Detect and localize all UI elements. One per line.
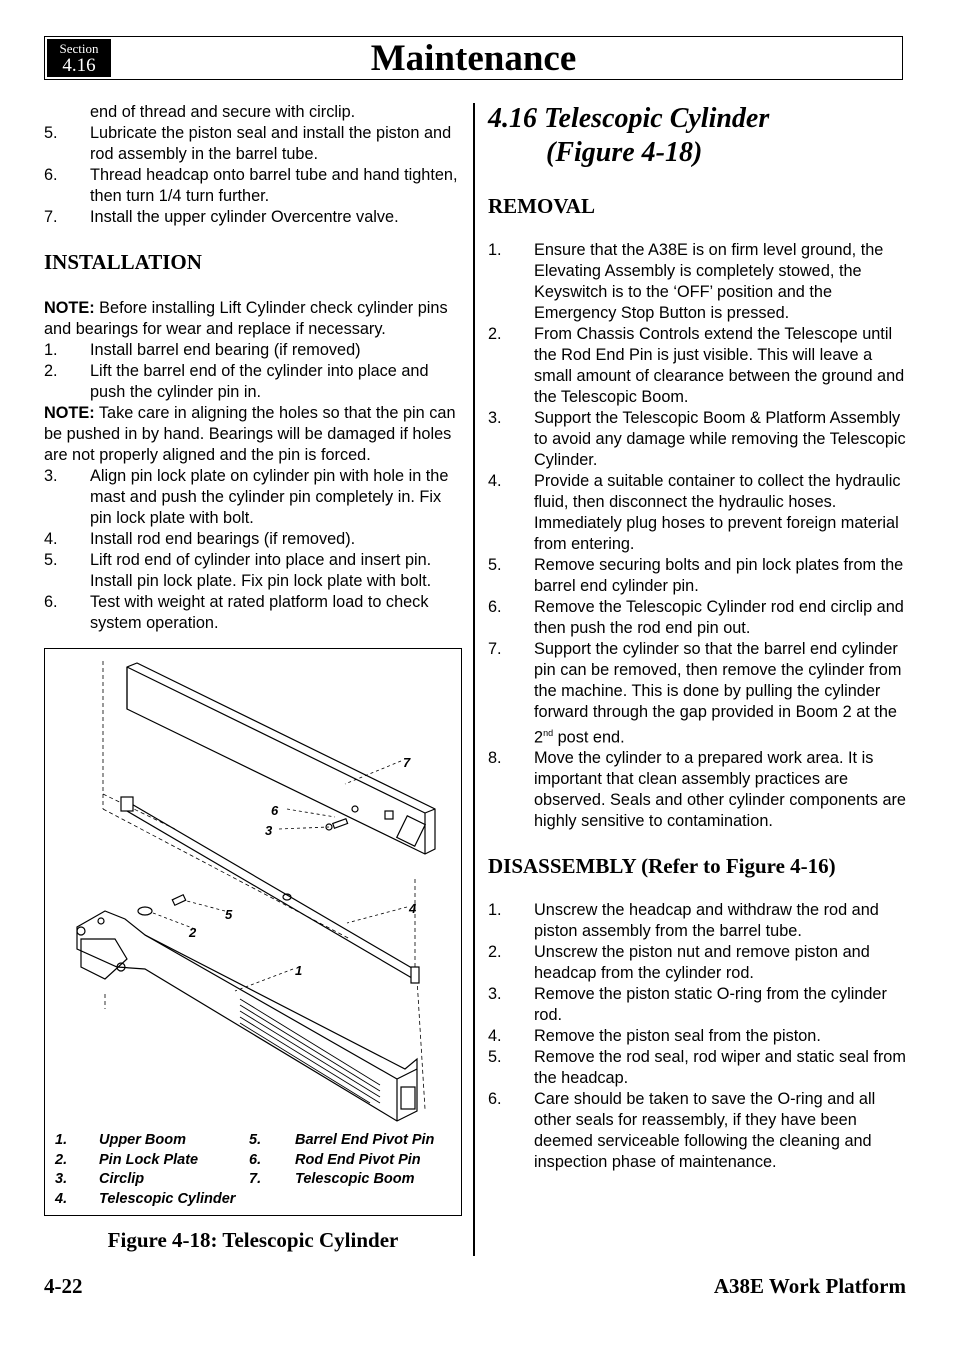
list-item: 1. Install barrel end bearing (if removed) [44,341,361,359]
list-item: 1. Unscrew the headcap and withdraw the rod and piston assembly from the barrel tube. [488,901,879,941]
page-title: Maintenance [370,38,577,79]
figure-box [44,648,462,1216]
callout-7: 7 [403,755,411,770]
assembly-continued-list [44,102,459,228]
right-column [488,102,908,1173]
list-item: 1. Ensure that the A38E is on firm level ground, the Elevating Assembly is completely stowed, the Keyswitch is to the ‘OFF’ position and the Emergency Stop Button is pressed. [488,241,884,322]
section-number: 4.16 [62,55,96,76]
list-item: 4. Install rod end bearings (if removed). [44,530,356,548]
list-item: 7. Install the upper cylinder Overcentre valve. [44,208,399,226]
disassembly-heading: DISASSEMBLY (Refer to Figure 4-16) [488,854,836,879]
list-item: 6. Test with weight at rated platform load to check system operation. [44,593,429,632]
callout-2: 2 [189,925,197,940]
callout-4: 4 [409,901,417,916]
list-item: 4. Remove the piston seal from the piston. [488,1027,821,1046]
telescopic-boom-drawing [127,663,435,854]
list-item: 5. Remove securing bolts and pin lock plates from the barrel end cylinder pin. [488,556,904,595]
list-item: 8. Move the cylinder to a prepared work area. It is important that clean assembly practices are observed. Seals and other cylinder components are highly sensitive to contamination. [488,749,906,831]
list-item: 3. Support the Telescopic Boom & Platform Assembly to avoid any damage while removing the Telescopic Cylinder. [488,409,906,469]
installation-list-b [44,466,459,634]
upper-boom-drawing [77,911,417,1121]
removal-heading: REMOVAL [488,194,595,218]
disassembly-list [488,900,908,1173]
page-header [44,36,903,80]
installation-note-2: NOTE: Take care in aligning the holes so that the pin can be pushed in by hand. Bearings will be damaged if holes are not properly aligned and the pin is forced. [44,404,456,464]
callout-5: 5 [225,907,233,922]
column-divider [473,103,475,1256]
section-label: Section [59,41,99,56]
callout-1: 1 [295,963,303,978]
installation-list-a [44,340,459,403]
installation-note-1: NOTE: Before installing Lift Cylinder check cylinder pins and bearings for wear and replace if necessary. [44,299,448,338]
list-item: 6. Care should be taken to save the O-ring and all other seals for reassembly, if they have been deemed serviceable following the cleaning and inspection phase of maintenance. [488,1090,876,1172]
list-item: 3. Remove the piston static O-ring from the cylinder rod. [488,985,887,1025]
installation-heading: INSTALLATION [44,250,202,274]
section-title-figure-ref: (Figure 4-18) [546,137,703,168]
list-item: end of thread and secure with circlip. [90,103,356,121]
left-column [44,102,459,634]
list-item: 2. From Chassis Controls extend the Telescope until the Rod End Pin is just visible. This will leave a small amount of clearance between the ground and the Telescopic Boom. [488,325,905,406]
figure-caption: Figure 4-18: Telescopic Cylinder [107,1228,399,1252]
list-item: 4. Provide a suitable container to collect the hydraulic fluid, then disconnect the hydraulic hoses. Immediately plug hoses to prevent foreign material from entering. [488,472,901,553]
product-name: A38E Work Platform [713,1274,906,1298]
list-item: 5. Lubricate the piston seal and install the piston and rod assembly in the barrel tube. [44,124,452,163]
callout-6: 6 [271,803,279,818]
figure-legend: 1. Upper Boom 5. Barrel End Pivot Pin 2. Pin Lock Plate 6. Rod End Pivot Pin 3. Circlip 7. Telescopic Boom 4. Telescopic Cylinder [55,1132,435,1207]
list-item: 6. Thread headcap onto barrel tube and hand tighten, then turn 1/4 turn further. [44,166,458,205]
list-item: 5. Remove the rod seal, rod wiper and static seal from the headcap. [488,1048,906,1088]
callout-3: 3 [265,823,273,838]
telescopic-cylinder-diagram [45,649,460,1129]
list-item: 3. Align pin lock plate on cylinder pin with hole in the mast and push the cylinder pin completely in. Fix pin lock plate with bolt. [44,467,449,527]
page-number: 4-22 [44,1274,83,1298]
list-item: 2. Lift the barrel end of the cylinder into place and push the cylinder pin in. [44,362,429,401]
list-item: 5. Lift rod end of cylinder into place and insert pin. Install pin lock plate. Fix pin lock plate with bolt. [44,551,432,590]
list-item: 2. Unscrew the piston nut and remove piston and headcap from the cylinder rod. [488,943,870,983]
barrel-end-pivot-pin-drawing [138,895,186,915]
list-item: 7. Support the cylinder so that the barrel end cylinder pin can be removed, then remove the cylinder from the machine. This is done by pulling the cylinder forward through the gap provided in Boom 2 at the 2nd post end. [488,640,902,747]
removal-list [488,240,908,832]
section-title: 4.16 Telescopic Cylinder [488,103,770,134]
list-item: 6. Remove the Telescopic Cylinder rod end circlip and then push the rod end pin out. [488,598,904,637]
